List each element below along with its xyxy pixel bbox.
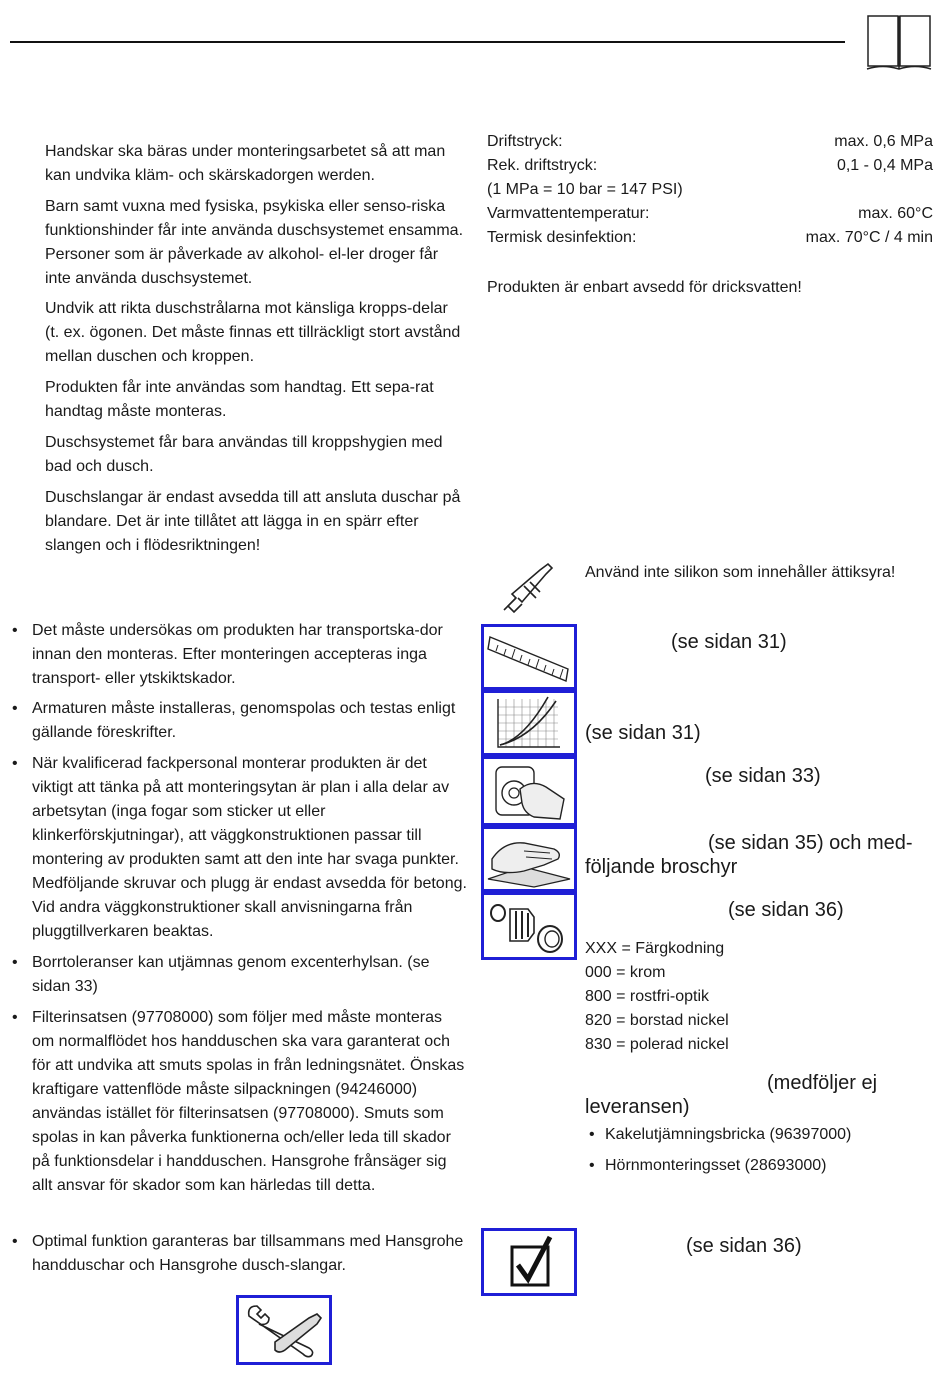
color-code-line: 800 = rostfri-optik <box>585 988 710 1005</box>
flow-chart-icon <box>481 690 577 756</box>
ref-dimensions: (se sidan 31) <box>671 631 787 653</box>
install-bullet-function: • Optimal funktion garanteras bar tillsammans med Hansgrohe handduschar och Hansgrohe dusch-slangar. <box>32 1230 467 1278</box>
install-bullet-transport: • Det måste undersökas om produkten har transportska-dor innan den monteras. Efter monteringen accepteras inga transport- eller ytskiktskador. <box>32 619 467 691</box>
tools-icon <box>236 1295 332 1365</box>
spec-hot-water-temp <box>487 202 933 226</box>
safety-paragraph-children: Barn samt vuxna med fysiska, psykiska eller senso-riska funktionshinder får inte använda duschsystemet ensamma. Personer som är påverkade av alkohol- el-ler droger får inte använda duschsystemet. <box>45 198 464 287</box>
safety-paragraph-handle: Produkten får inte användas som handtag. Ett sepa-rat handtag måste monteras. <box>45 379 434 420</box>
spec-label: Varmvattentemperatur: <box>487 205 650 222</box>
spec-value: 0,1 - 0,4 MPa <box>836 157 933 174</box>
color-code-line: 000 = krom <box>585 964 666 981</box>
spec-label: Termisk desinfektion: <box>487 229 637 246</box>
color-code-line: 820 = borstad nickel <box>585 1012 729 1029</box>
cleaning-hand-icon <box>481 826 577 892</box>
spec-label: Rek. driftstryck: <box>487 157 598 174</box>
spec-value: max. 60°C <box>858 205 933 222</box>
spec-value: max. 70°C / 4 min <box>805 229 933 246</box>
ref-test-mark: (se sidan 36) <box>686 1235 802 1257</box>
install-bullet-drill: • Borrtoleranser kan utjämnas genom excenterhylsan. (se sidan 33) <box>32 951 467 999</box>
spec-thermal-disinfection <box>487 226 933 250</box>
accessory-item: • Hörnmonteringsset (28693000) <box>605 1154 826 1178</box>
color-code-line: XXX = Färgkodning <box>585 940 725 957</box>
installation-hand-icon <box>481 756 577 826</box>
checkmark-icon <box>481 1228 577 1296</box>
install-bullet-flush: • Armaturen måste installeras, genomspolas och testas enligt gällande föreskrifter. <box>32 697 467 745</box>
safety-paragraph-hoses: Duschslangar är endast avsedda till att ansluta duschar på blandare. Det är inte tillåtet att lägga in en spärr efter slangen och i flödesriktningen! <box>45 489 461 554</box>
safety-paragraph-gloves: Handskar ska bäras under monteringsarbetet så att man kan undvika kläm- och skärskadorgen werden. <box>45 143 446 184</box>
accessory-item: • Kakelutjämningsbricka (96397000) <box>605 1123 851 1147</box>
ref-cleaning-line2: följande broschyr <box>585 856 738 878</box>
ref-accessories-line2: leveransen) <box>585 1096 690 1118</box>
ref-flow-chart: (se sidan 31) <box>585 722 701 744</box>
header-rule <box>10 41 845 43</box>
book-icon <box>865 14 933 72</box>
drinking-water-note: Produkten är enbart avsedd för dricksvatten! <box>487 279 802 296</box>
ruler-icon <box>481 624 577 690</box>
silicone-gun-icon <box>494 560 560 616</box>
safety-paragraph-hygiene: Duschsystemet får bara användas till kroppshygien med bad och dusch. <box>45 434 443 475</box>
ref-cleaning-line1: (se sidan 35) och med- <box>708 832 913 854</box>
color-code-line: 830 = polerad nickel <box>585 1036 729 1053</box>
spec-operating-pressure <box>487 130 933 154</box>
safety-paragraph-jets: Undvik att rikta duschstrålarna mot känsliga kropps-delar (t. ex. ögonen. Det måste finnas ett tillräckligt stort avstånd mellan duschen och kroppen. <box>45 300 461 365</box>
spec-label: Driftstryck: <box>487 133 563 150</box>
spec-value: max. 0,6 MPa <box>834 133 933 150</box>
spec-recommended-pressure <box>487 154 933 178</box>
silicone-note: Använd inte silikon som innehåller ättiksyra! <box>585 564 896 581</box>
spec-label: (1 MPa = 10 bar = 147 PSI) <box>487 181 683 198</box>
ref-spare-parts: (se sidan 36) <box>728 899 844 921</box>
spec-pressure-conversion <box>487 178 933 202</box>
spare-parts-icon <box>481 892 577 960</box>
ref-accessories-line1: (medföljer ej <box>767 1072 878 1094</box>
install-bullet-filter: • Filterinsatsen (97708000) som följer med måste monteras om normalflödet hos handduschen ska vara garanterat och för att undvika att smuts spolas in från ledningsnätet. Önskas kraftigare vattenflöde måste silpackningen (94246000) användas istället för filterinsatsen (97708000). Smuts som spolas in kan påverka funktionerna och/eller leda till skador på funktionsdelar i handduschen. Hansgrohe frånsäger sig allt ansvar för skador som kan härledas till detta. <box>32 1006 467 1198</box>
ref-installation: (se sidan 33) <box>705 765 821 787</box>
install-bullet-surface: • När kvalificerad fackpersonal monterar produkten är det viktigt att tänka på att monteringsytan är plan i alla delar av arbetsytan (inga fogar som sticker ut eller klinkerförskjutningar), att väggkonstruktionen passar till montering av produkten samt att den inte har svaga punkter. Medföljande skruvar och plugg är endast avsedda för betong. Vid andra väggkonstruktioner skall anvisningarna från pluggtillverkaren beaktas. <box>32 752 467 944</box>
